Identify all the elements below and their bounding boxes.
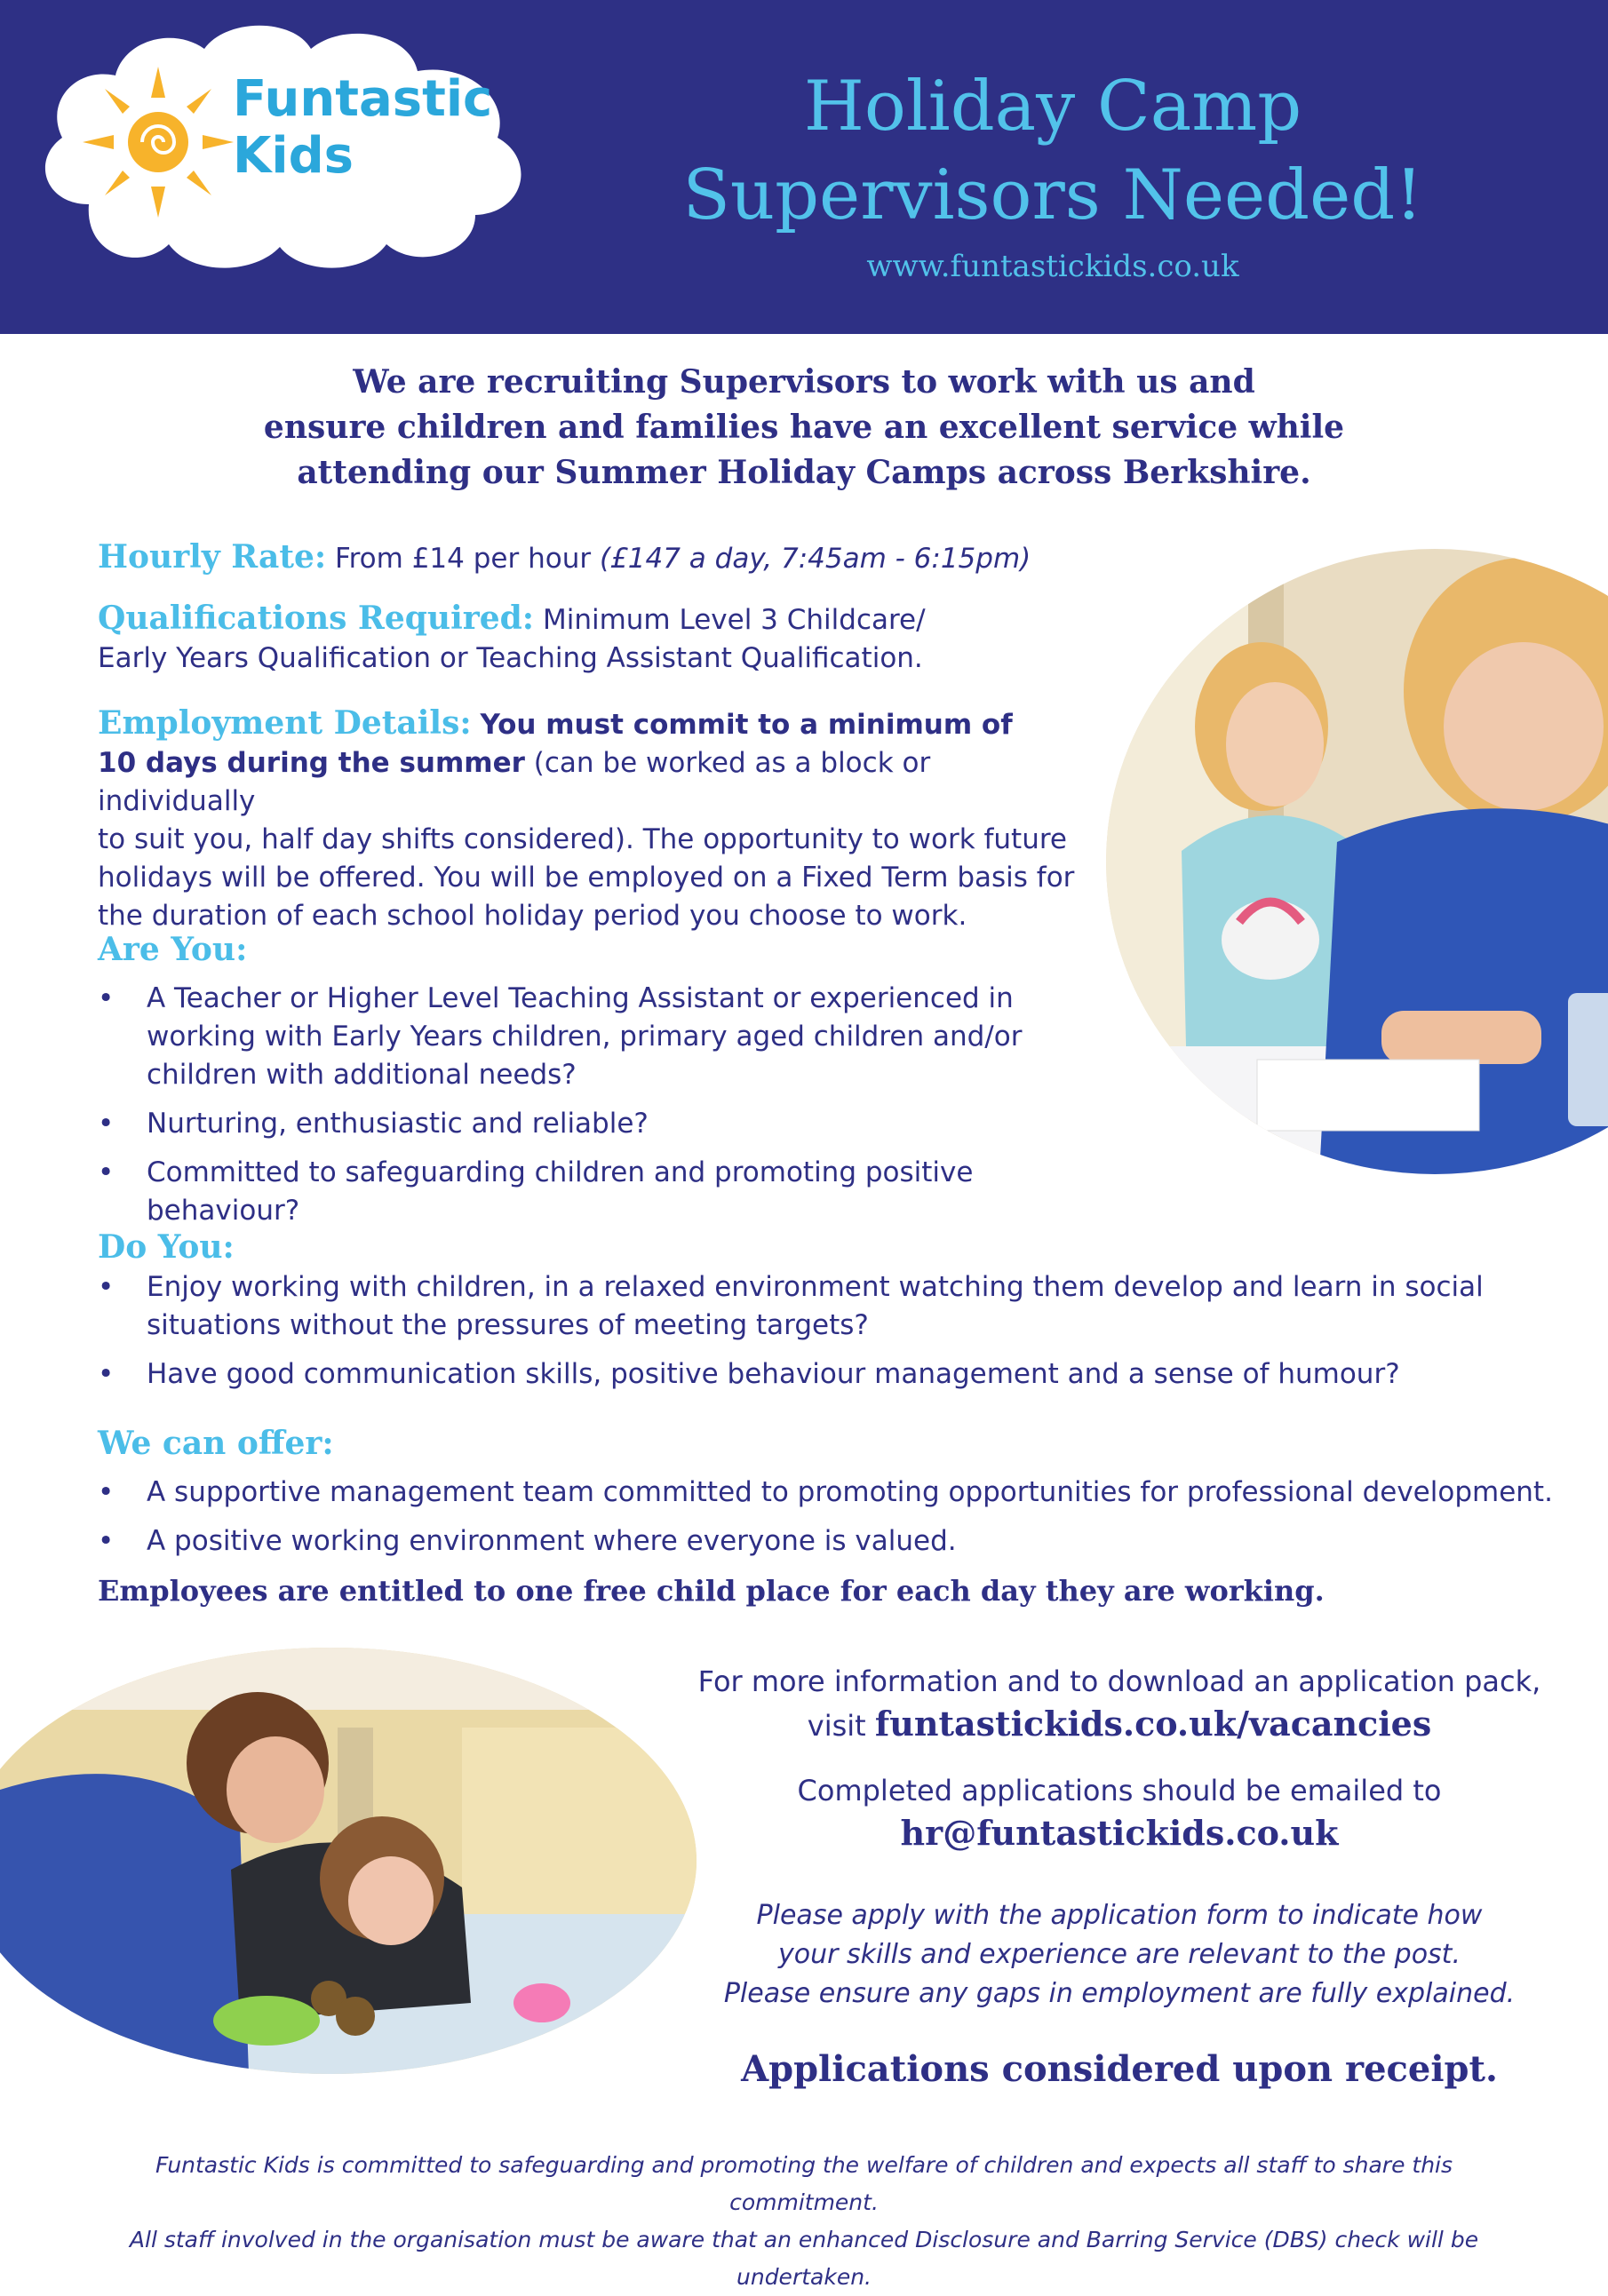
list-item: [98, 1154, 1102, 1230]
hourly-rate-label: Hourly Rate:: [98, 538, 327, 576]
sun-icon: [78, 62, 238, 222]
list-item-text: Enjoy working with children, in a relaxed environment watching them develop and learn in social: [147, 1271, 1484, 1303]
list-item-text: A supportive management team committed to promoting opportunities for professional development.: [147, 1476, 1553, 1508]
do-you-list: [98, 1268, 1537, 1394]
bullet-icon: •: [98, 1525, 115, 1557]
employment-bold-text: 10 days during the summer: [98, 747, 525, 779]
qualifications-text: Minimum Level 3 Childcare/: [542, 604, 926, 636]
footer-line: Funtastic Kids is committed to safeguarding and promoting the welfare of children and expects all staff to share this commitment.: [155, 2152, 1453, 2215]
header-banner: [0, 0, 1608, 334]
intro-line: We are recruiting Supervisors to work with us and: [353, 363, 1255, 401]
list-item: [98, 1355, 1537, 1394]
footer-line: All staff involved in the organisation must be aware that an enhanced Disclosure and Barring Service (DBS) check will be undertaken.: [129, 2227, 1479, 2290]
employment-text: holidays will be offered. You will be employed on a Fixed Term basis for: [98, 862, 1075, 894]
hourly-rate-section: [98, 538, 1031, 578]
hourly-rate-detail: (£147 a day, 7:45am - 6:15pm): [599, 543, 1031, 575]
application-note-line: Please apply with the application form to indicate how: [756, 1900, 1483, 1931]
employment-text: (can be worked as a block or individually: [98, 747, 931, 817]
list-item-text: working with Early Years children, primary aged children and/or: [147, 1021, 1023, 1053]
intro-line: ensure children and families have an excellent service while: [263, 409, 1345, 446]
list-item: [98, 980, 1102, 1094]
supervisor-with-child-photo: [1106, 549, 1608, 1175]
qualifications-text: Early Years Qualification or Teaching Assistant Qualification.: [98, 642, 923, 674]
title-line-2: Supervisors Needed!: [682, 155, 1423, 235]
title-line-1: Holiday Camp: [803, 67, 1302, 147]
employment-bold-text: You must commit to a minimum of: [480, 709, 1013, 741]
supervisor-helping-child-photo: [0, 1648, 697, 2074]
offer-list: [98, 1474, 1564, 1561]
bullet-icon: •: [98, 1271, 115, 1303]
free-child-place-notice: Employees are entitled to one free child place for each day they are working.: [98, 1574, 1325, 1608]
intro-line: attending our Summer Holiday Camps across Berkshire.: [297, 454, 1311, 491]
employment-label: Employment Details:: [98, 704, 472, 742]
email-intro-text: Completed applications should be emailed to: [797, 1774, 1442, 1807]
employment-section: [98, 704, 1084, 935]
list-item: [98, 1268, 1537, 1345]
qualifications-section: [98, 600, 926, 678]
do-you-heading: Do You:: [98, 1228, 235, 1266]
more-info-text: For more information and to download an application pack,: [697, 1664, 1541, 1698]
list-item-text: Committed to safeguarding children and promoting positive behaviour?: [147, 1156, 974, 1227]
page-title: [586, 62, 1519, 240]
bullet-icon: •: [98, 1476, 115, 1508]
list-item: [98, 1522, 1564, 1561]
list-item: [98, 1474, 1564, 1512]
intro-text: [133, 360, 1475, 496]
applications-considered-text: Applications considered upon receipt.: [741, 2048, 1498, 2090]
vacancies-link[interactable]: funtastickids.co.uk/vacancies: [874, 1704, 1432, 1744]
visit-text: visit: [807, 1709, 866, 1743]
are-you-list: [98, 980, 1102, 1230]
vacancies-line: [693, 1704, 1546, 1746]
list-item: [98, 1105, 1102, 1143]
bullet-icon: •: [98, 1108, 115, 1140]
email-link[interactable]: hr@funtastickids.co.uk: [900, 1813, 1339, 1853]
list-item-text: situations without the pressures of meeting targets?: [147, 1309, 869, 1341]
application-note-line: Please ensure any gaps in employment are fully explained.: [723, 1978, 1516, 2009]
list-item-text: children with additional needs?: [147, 1059, 577, 1091]
are-you-heading: Are You:: [98, 931, 248, 968]
logo-line-2: Kids: [233, 127, 354, 185]
list-item-text: A Teacher or Higher Level Teaching Assistant or experienced in: [147, 982, 1014, 1014]
application-note: [693, 1896, 1546, 2014]
brand-logo-text: [233, 71, 492, 185]
website-link[interactable]: www.funtastickids.co.uk: [866, 249, 1239, 284]
bullet-icon: •: [98, 1156, 115, 1188]
list-item-text: Have good communication skills, positive behaviour management and a sense of humour?: [147, 1358, 1400, 1390]
list-item-text: A positive working environment where everyone is valued.: [147, 1525, 957, 1557]
application-note-line: your skills and experience are relevant to the post.: [778, 1939, 1461, 1970]
list-item-text: Nurturing, enthusiastic and reliable?: [147, 1108, 649, 1140]
hourly-rate-text: From £14 per hour: [335, 543, 592, 575]
qualifications-label: Qualifications Required:: [98, 600, 535, 637]
bullet-icon: •: [98, 982, 115, 1014]
logo-line-1: Funtastic: [233, 70, 493, 128]
bullet-icon: •: [98, 1358, 115, 1390]
we-can-offer-heading: We can offer:: [98, 1425, 334, 1462]
employment-text: to suit you, half day shifts considered). The opportunity to work future: [98, 823, 1067, 855]
employment-text: the duration of each school holiday period you choose to work.: [98, 900, 967, 932]
